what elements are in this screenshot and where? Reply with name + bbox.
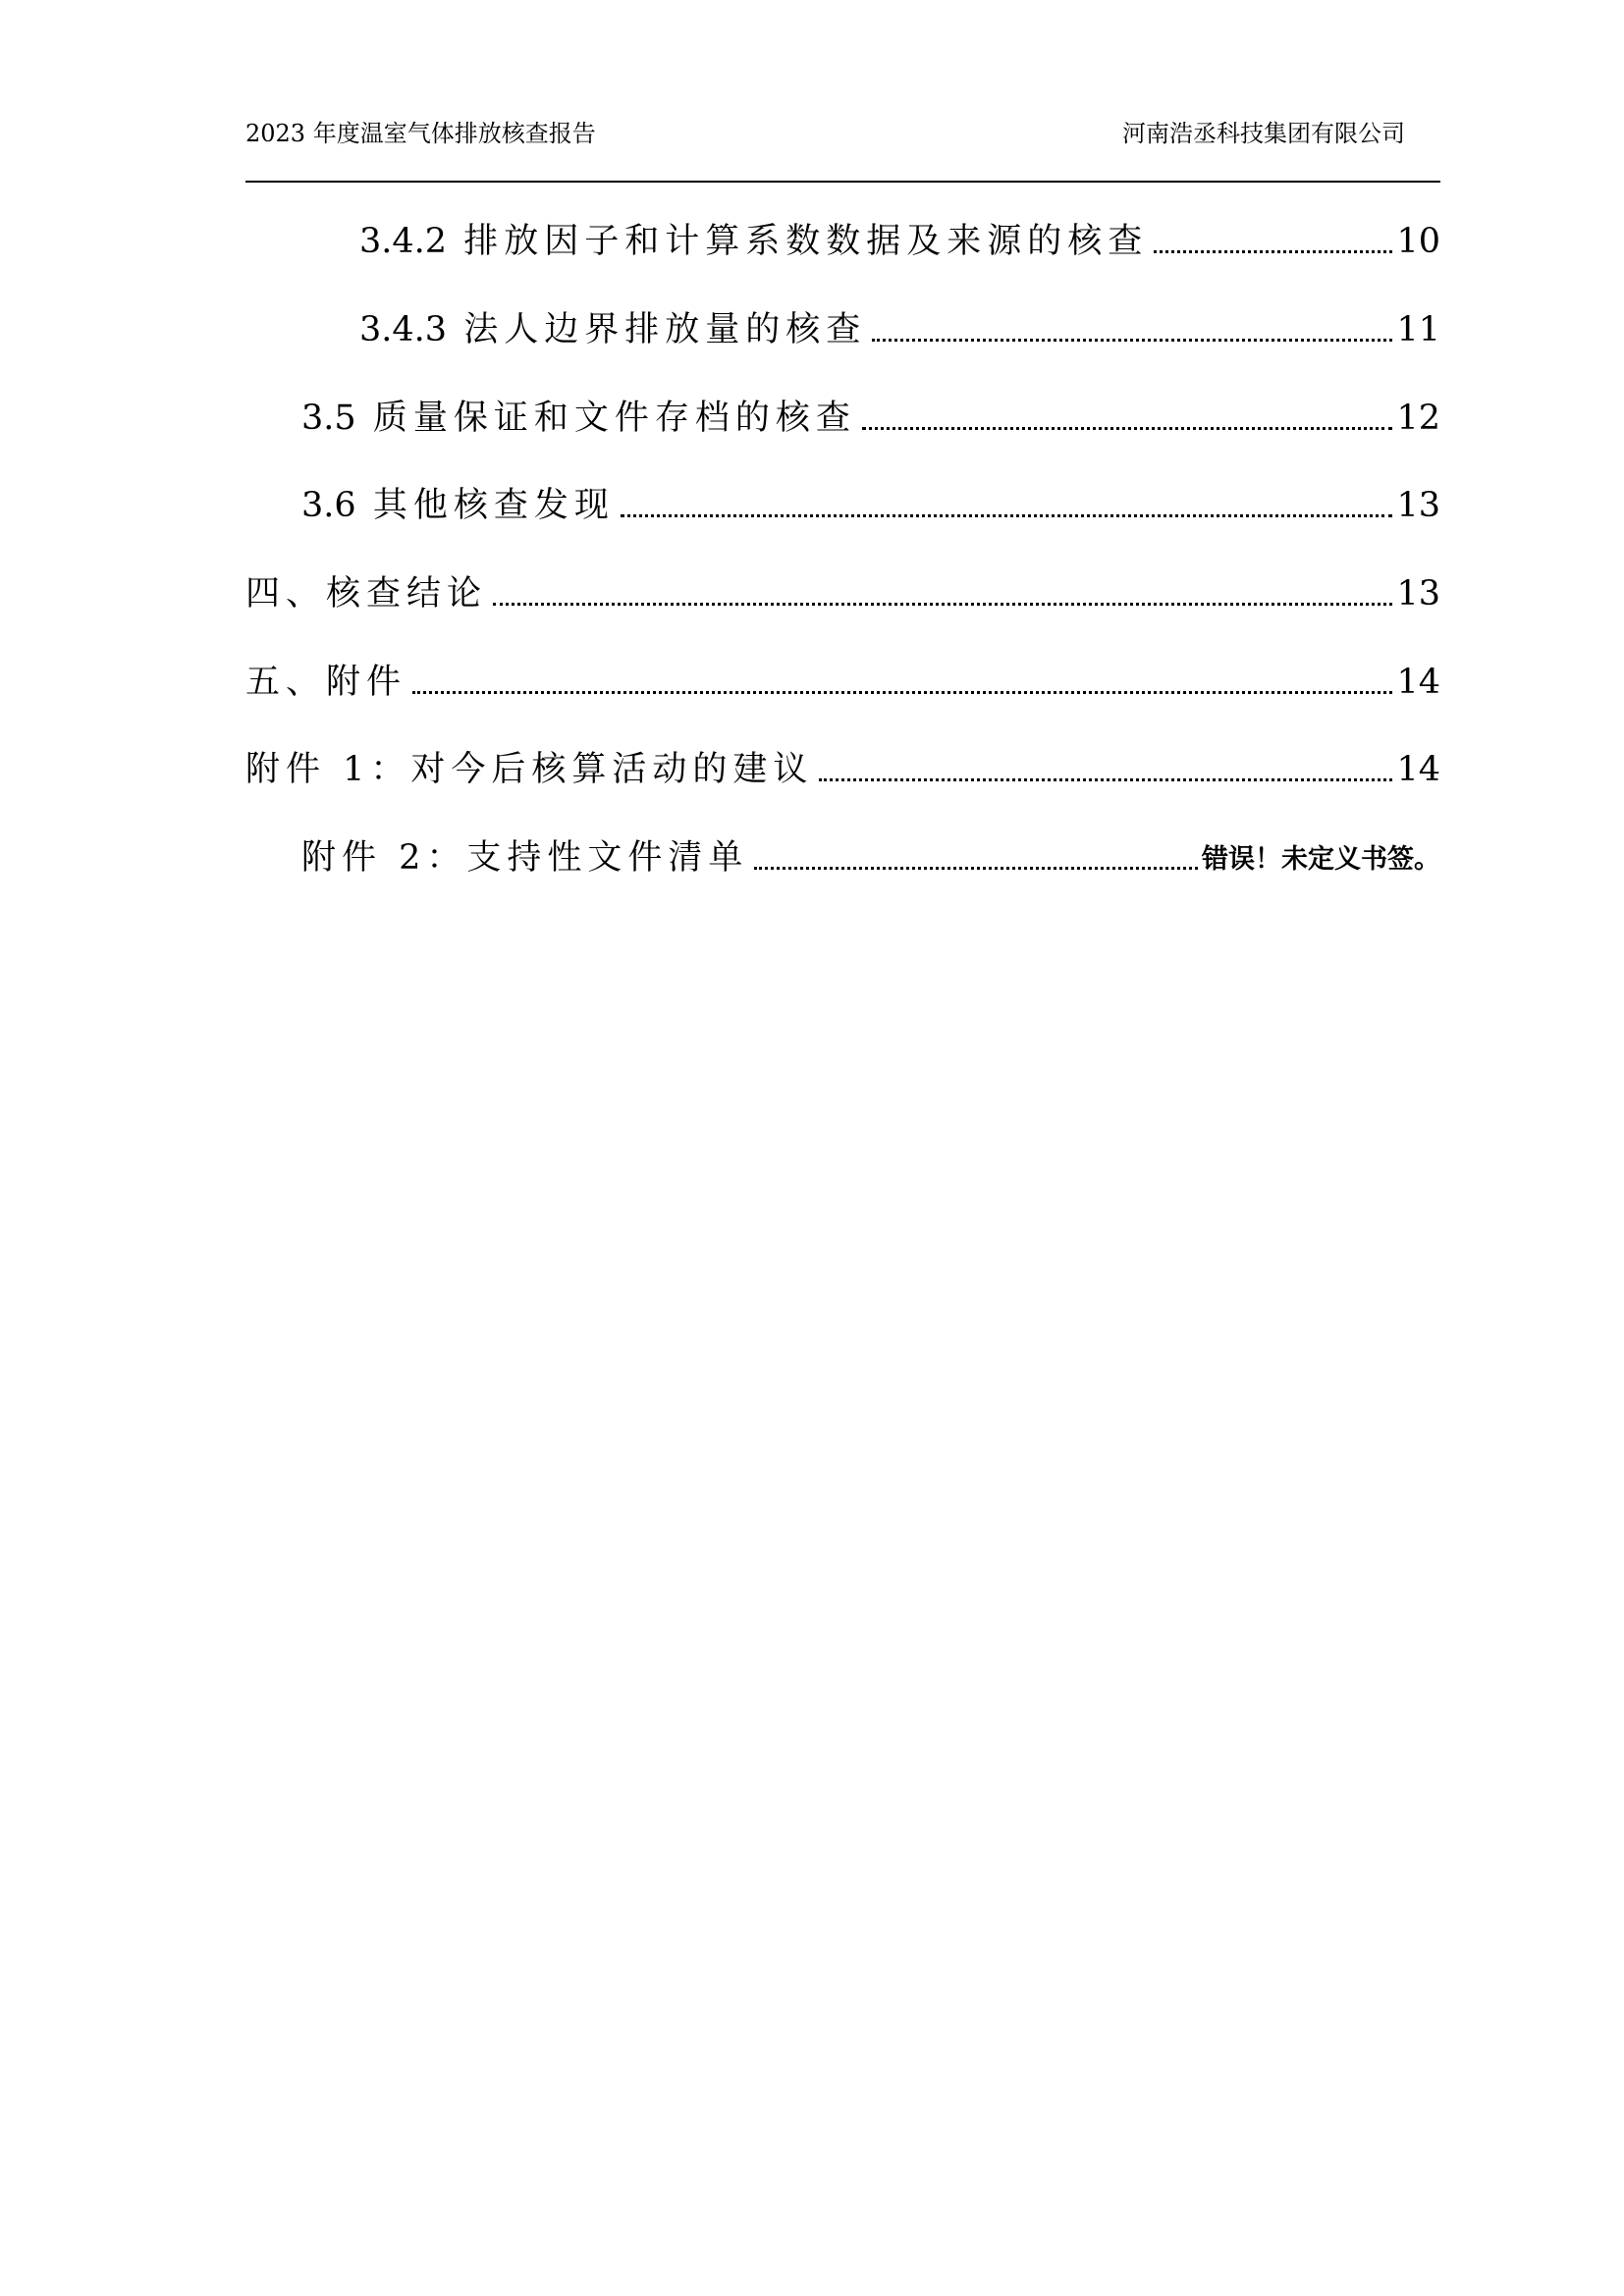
toc-entry-3-5[interactable] xyxy=(301,394,1440,443)
toc-entry-title: 排放因子和计算系数数据及来源的核查 xyxy=(463,222,1149,261)
header-divider xyxy=(245,181,1440,183)
toc-entry-title: 五、附件 xyxy=(245,663,407,702)
toc-page-number: 14 xyxy=(1396,750,1440,789)
toc-entry-title: 四、核查结论 xyxy=(245,574,488,614)
toc-entry-conclusion[interactable] xyxy=(245,569,1440,618)
header-report-title: 2023 年度温室气体排放核查报告 xyxy=(245,120,596,147)
toc-leader-dots xyxy=(1154,250,1392,253)
toc-entry-title: 法人边界排放量的核查 xyxy=(463,310,867,349)
toc-leader-dots xyxy=(493,603,1392,606)
toc-entry-title: 附件 2：支持性文件清单 xyxy=(301,838,749,878)
header-company-name: 河南浩丞科技集团有限公司 xyxy=(1122,120,1405,147)
toc-leader-dots xyxy=(862,427,1393,430)
toc-leader-dots xyxy=(872,339,1392,342)
toc-entry-number: 3.4.3 xyxy=(359,310,448,349)
toc-entry-number: 3.5 xyxy=(301,399,356,438)
toc-page-number: 12 xyxy=(1396,399,1440,438)
toc-entry-attachment-2[interactable] xyxy=(301,833,1440,882)
toc-page-number: 13 xyxy=(1396,486,1440,525)
toc-entry-3-6[interactable] xyxy=(301,481,1440,530)
toc-page-number: 10 xyxy=(1396,222,1440,261)
toc-page-number: 11 xyxy=(1396,310,1440,349)
toc-entry-title: 附件 1：对今后核算活动的建议 xyxy=(245,750,814,789)
toc-leader-dots xyxy=(819,778,1392,781)
toc-entry-3-4-3[interactable] xyxy=(359,305,1440,354)
toc-entry-3-4-2[interactable] xyxy=(359,217,1440,266)
toc-entry-attachments[interactable] xyxy=(245,658,1440,707)
toc-leader-dots xyxy=(754,867,1198,870)
toc-entry-number: 3.4.2 xyxy=(359,222,448,261)
toc-entry-title: 其他核查发现 xyxy=(372,486,615,525)
toc-entry-number: 3.6 xyxy=(301,486,356,525)
toc-entry-attachment-1[interactable] xyxy=(245,745,1440,794)
toc-entry-title: 质量保证和文件存档的核查 xyxy=(372,399,856,438)
toc-page-number: 13 xyxy=(1396,574,1440,614)
toc-page-number: 14 xyxy=(1396,663,1440,702)
toc-leader-dots xyxy=(412,691,1392,694)
toc-bookmark-error: 错误！未定义书签。 xyxy=(1202,844,1440,875)
toc-leader-dots xyxy=(621,514,1393,517)
